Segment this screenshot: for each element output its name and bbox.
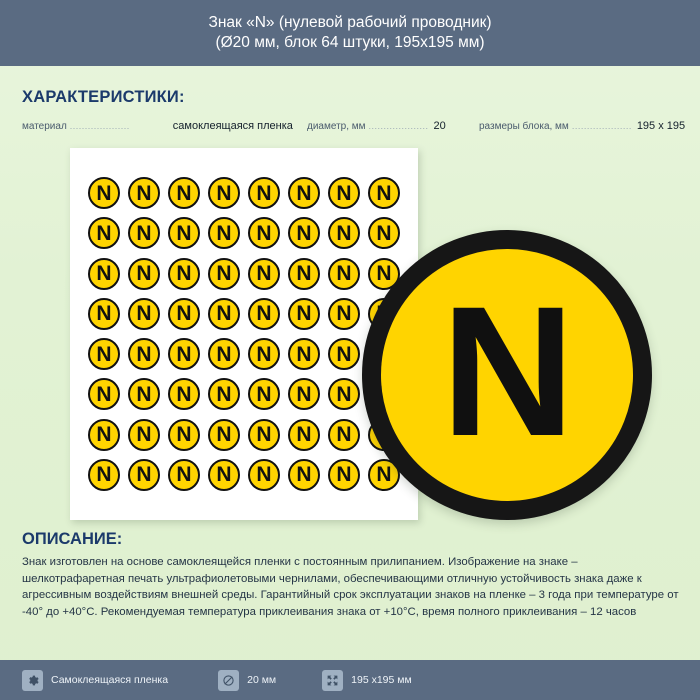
dot-leader: .................... [368, 121, 429, 131]
dot-leader: .................... [69, 121, 130, 131]
footer-item-diameter [218, 670, 276, 691]
mini-sign: N [88, 378, 120, 410]
label-grid [84, 173, 404, 495]
characteristics-title: ХАРАКТЕРИСТИКИ: [22, 88, 185, 106]
mini-sign: N [288, 217, 320, 249]
size-arrows-icon [322, 670, 343, 691]
mini-sign: N [288, 378, 320, 410]
mini-sign: N [288, 177, 320, 209]
mini-sign: N [328, 177, 360, 209]
characteristic-diameter-value: 20 [433, 120, 446, 132]
footer-item-size [322, 670, 412, 691]
mini-sign: N [168, 338, 200, 370]
mini-sign: N [168, 419, 200, 451]
mini-sign: N [88, 419, 120, 451]
mini-sign: N [248, 378, 280, 410]
mini-sign: N [288, 338, 320, 370]
mini-sign: N [168, 459, 200, 491]
mini-sign: N [128, 378, 160, 410]
mini-sign: N [168, 298, 200, 330]
label-sheet [70, 148, 418, 520]
mini-sign: N [128, 459, 160, 491]
mini-sign: N [328, 298, 360, 330]
mini-sign: N [208, 217, 240, 249]
mini-sign: N [88, 459, 120, 491]
characteristic-block-size-value: 195 x 195 [636, 120, 686, 132]
enlarged-sign [362, 230, 652, 520]
mini-sign: N [208, 338, 240, 370]
header-title-line2: (Ø20 мм, блок 64 штуки, 195х195 мм) [215, 34, 485, 51]
mini-sign: N [88, 217, 120, 249]
mini-sign: N [248, 419, 280, 451]
mini-sign: N [328, 459, 360, 491]
header-bar [0, 0, 700, 66]
mini-sign: N [248, 338, 280, 370]
mini-sign: N [248, 258, 280, 290]
mini-sign: N [328, 378, 360, 410]
footer-item-material [22, 670, 168, 691]
description-title: ОПИСАНИЕ: [22, 530, 123, 548]
mini-sign: N [168, 258, 200, 290]
mini-sign: N [208, 298, 240, 330]
mini-sign: N [128, 338, 160, 370]
mini-sign: N [368, 258, 400, 290]
mini-sign: N [88, 177, 120, 209]
mini-sign: N [328, 338, 360, 370]
mini-sign: N [88, 338, 120, 370]
mini-sign: N [208, 378, 240, 410]
mini-sign: N [328, 419, 360, 451]
characteristic-material-value: самоклеящаяся пленка [172, 120, 293, 132]
mini-sign: N [248, 177, 280, 209]
header-title-line1: Знак «N» (нулевой рабочий проводник) [208, 14, 492, 31]
gear-icon [22, 670, 43, 691]
sign-letter: N [441, 269, 573, 475]
characteristic-material [22, 120, 307, 132]
mini-sign: N [288, 298, 320, 330]
mini-sign: N [168, 177, 200, 209]
mini-sign: N [168, 378, 200, 410]
mini-sign: N [328, 258, 360, 290]
mini-sign: N [128, 217, 160, 249]
mini-sign: N [248, 217, 280, 249]
dot-leader: .................... [571, 121, 632, 131]
description-body: Знак изготовлен на основе самоклеящейся пленки с постоянным прилипанием. Изображение на знаке – шелкотрафаретная печать ультрафиолетовыми чернилами, обеспечивающими отличную устойчивость знака даже к агрессивным воздействиям внешней среды. Гарантийный срок эксплуатации знаков на пленке – 3 года при температуре от -40° до +40°С. Рекомендуемая температура приклеивания знака от +10°С, время полного приклеивания – 12 часов [22, 556, 679, 618]
mini-sign: N [88, 298, 120, 330]
characteristic-block-size-label: размеры блока, мм [479, 121, 569, 132]
footer-item-diameter-label: 20 мм [247, 674, 277, 686]
mini-sign: N [368, 217, 400, 249]
characteristic-diameter-label: диаметр, мм [307, 121, 366, 132]
mini-sign: N [328, 217, 360, 249]
diameter-icon [218, 670, 239, 691]
footer-item-size-label: 195 х195 мм [351, 674, 412, 686]
mini-sign: N [128, 258, 160, 290]
mini-sign: N [128, 298, 160, 330]
footer-bar [0, 660, 700, 700]
mini-sign: N [248, 459, 280, 491]
characteristic-diameter [307, 120, 479, 132]
mini-sign: N [208, 177, 240, 209]
characteristics-row [22, 120, 686, 132]
mini-sign: N [368, 177, 400, 209]
mini-sign: N [168, 217, 200, 249]
mini-sign: N [208, 419, 240, 451]
mini-sign: N [288, 419, 320, 451]
mini-sign: N [128, 419, 160, 451]
characteristic-material-label: материал [22, 121, 67, 132]
characteristic-block-size [479, 120, 686, 132]
mini-sign: N [88, 258, 120, 290]
footer-item-material-label: Самоклеящаяся пленка [51, 674, 169, 686]
mini-sign: N [208, 258, 240, 290]
mini-sign: N [288, 258, 320, 290]
mini-sign: N [248, 298, 280, 330]
mini-sign: N [208, 459, 240, 491]
mini-sign: N [368, 459, 400, 491]
mini-sign: N [288, 459, 320, 491]
mini-sign: N [128, 177, 160, 209]
